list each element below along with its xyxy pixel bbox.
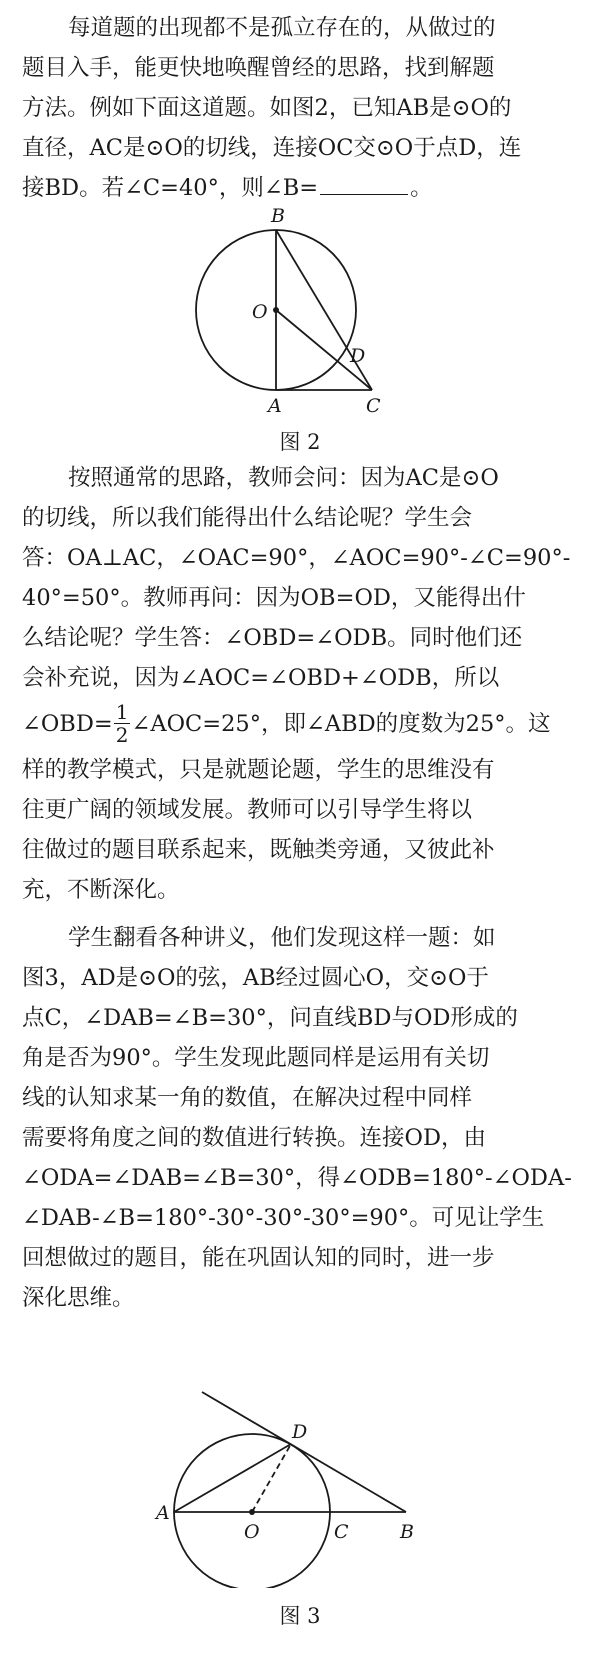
center-point-o [249, 1509, 255, 1515]
text-line: 深化思维。 [22, 1285, 135, 1311]
text-line-with-blank [22, 168, 578, 208]
text-line-with-fraction [22, 698, 578, 750]
text-line: 40°=50°。教师再问：因为OB=OD，又能得出什 [22, 585, 526, 611]
paragraph-teaching [22, 458, 578, 910]
text-line: 直径，AC是⊙O的切线，连接OC交⊙O于点D，连 [22, 135, 522, 161]
answer-blank [320, 172, 408, 195]
text-line: 往做过的题目联系起来，既触类旁通，又彼此补 [22, 837, 495, 863]
paragraph-example [22, 918, 578, 1318]
fraction-prefix: ∠OBD= [22, 711, 113, 737]
figure-3-diagram [150, 1378, 430, 1588]
label-b: B [400, 1521, 414, 1543]
label-o: O [252, 301, 268, 323]
label-a: A [156, 1502, 170, 1524]
text-line: 点C，∠DAB=∠B=30°，问直线BD与OD形成的 [22, 1005, 518, 1031]
text-line: 题目入手，能更快地唤醒曾经的思路，找到解题 [22, 55, 495, 81]
text-line: 图3，AD是⊙O的弦，AB经过圆心O，交⊙O于 [22, 965, 489, 991]
question-end: 。 [410, 175, 433, 201]
label-a: A [268, 395, 282, 417]
text-line: 需要将角度之间的数值进行转换。连接OD，由 [22, 1125, 486, 1151]
text-line: 会补充说，因为∠AOC=∠OBD+∠ODB，所以 [22, 665, 500, 691]
question-text: 接BD。若∠C=40°，则∠B= [22, 175, 319, 201]
text-line: 的切线，所以我们能得出什么结论呢？学生会 [22, 505, 473, 531]
text-line: 按照通常的思路，教师会问：因为AC是⊙O [68, 465, 499, 491]
figure-2-diagram [180, 204, 420, 424]
text-line: 每道题的出现都不是孤立存在的，从做过的 [68, 15, 496, 41]
label-b: B [271, 205, 285, 227]
label-d: D [292, 1421, 308, 1443]
fraction-one-half [114, 701, 131, 746]
text-line: 答：OA⊥AC，∠OAC=90°，∠AOC=90°-∠C=90°- [22, 545, 571, 571]
text-line: 角是否为90°。学生发现此题同样是运用有关切 [22, 1045, 490, 1071]
chord-ad [174, 1444, 291, 1512]
text-line: ∠ODA=∠DAB=∠B=30°，得∠ODB=180°-∠ODA- [22, 1165, 572, 1191]
text-line: ∠DAB-∠B=180°-30°-30°-30°=90°。可见让学生 [22, 1205, 545, 1231]
text-line: 方法。例如下面这道题。如图2，已知AB是⊙O的 [22, 95, 512, 121]
fraction-numerator: 1 [115, 699, 129, 724]
label-c: C [366, 395, 381, 417]
text-line: 回想做过的题目，能在巩固认知的同时，进一步 [22, 1245, 495, 1271]
label-o: O [244, 1521, 260, 1543]
text-line: 样的教学模式，只是就题论题，学生的思维没有 [22, 757, 495, 783]
text-line: 么结论呢？学生答：∠OBD=∠ODB。同时他们还 [22, 625, 523, 651]
dashed-od [252, 1444, 291, 1512]
tangent-bd [202, 1392, 406, 1512]
text-line: 往更广阔的领域发展。教师可以引导学生将以 [22, 797, 473, 823]
figure-3-caption: 图 3 [279, 1604, 321, 1628]
text-line: 学生翻看各种讲义，他们发现这样一题：如 [68, 925, 496, 951]
figure-2-caption: 图 2 [279, 430, 321, 454]
fraction-suffix: ∠AOC=25°，即∠ABD的度数为25°。这 [131, 711, 551, 737]
text-line: 线的认知求某一角的数值，在解决过程中同样 [22, 1085, 473, 1111]
center-point-o [273, 307, 279, 313]
text-line: 充，不断深化。 [22, 877, 180, 903]
paragraph-intro [22, 8, 578, 208]
label-c: C [334, 1521, 349, 1543]
label-d: D [350, 345, 366, 367]
fraction-denominator: 2 [115, 722, 129, 747]
